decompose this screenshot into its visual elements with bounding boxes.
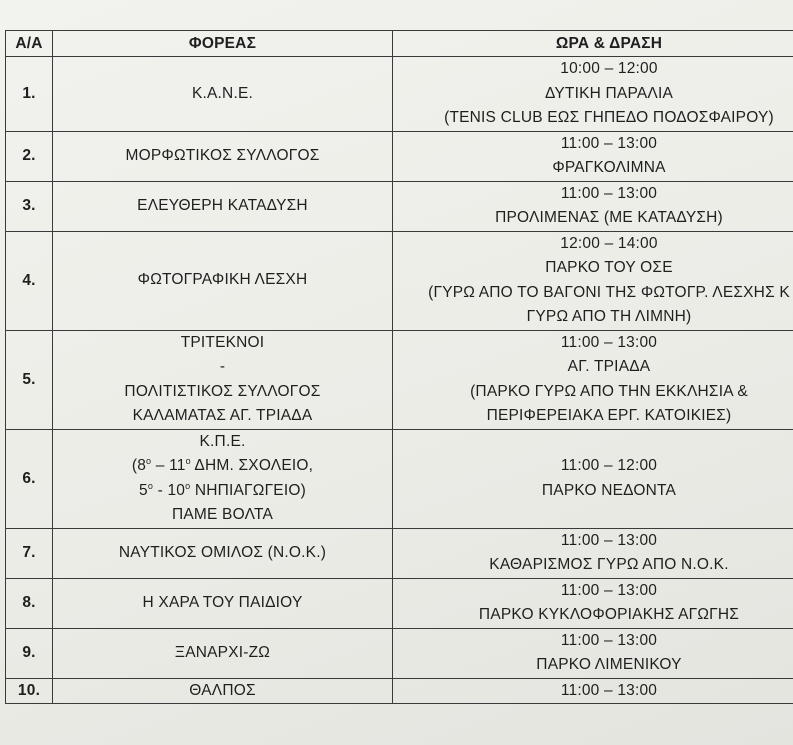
- org-line: ΠΑΜΕ ΒΟΛΤΑ: [171, 506, 274, 523]
- org-cell: [53, 231, 393, 330]
- activity-time: 11:00 – 13:00: [560, 681, 658, 699]
- org-cell: [53, 578, 393, 628]
- header-num: Α/Α: [6, 31, 53, 57]
- activity-line: ΠΑΡΚΟ ΚΥΚΛΟΦΟΡΙΑΚΗΣ ΑΓΩΓΗΣ: [478, 606, 740, 623]
- org-cell: [53, 57, 393, 132]
- activity-line: ΑΓ. ΤΡΙΑΔΑ: [567, 358, 651, 375]
- activity-cell: [393, 678, 793, 704]
- org-line: ($8^o - 11^o$ ΔΗΜ. ΣΧΟΛΕΙΟ,: [131, 455, 314, 474]
- header-org: ΦΟΡΕΑΣ: [53, 31, 393, 57]
- activity-line: ΠΡΟΛΙΜΕΝΑΣ (ΜΕ ΚΑΤΑΔΥΣΗ): [495, 209, 723, 226]
- org-line: Η ΧΑΡΑ ΤΟΥ ΠΑΙΔΙΟΥ: [142, 593, 303, 611]
- row-number: 6.: [6, 429, 53, 528]
- activity-line: (TENIS CLUB ΕΩΣ ΓΗΠΕΔΟ ΠΟΔΟΣΦΑΙΡΟΥ): [444, 109, 774, 126]
- activity-time: 11:00 – 12:00: [560, 457, 658, 474]
- activity-cell: [393, 181, 793, 231]
- org-line: ΕΛΕΥΘΕΡΗ ΚΑΤΑΔΥΣΗ: [137, 196, 308, 214]
- activity-line: ΦΡΑΓΚΟΛΙΜΝΑ: [552, 159, 666, 176]
- org-line: ΤΡΙΤΕΚΝΟΙ: [180, 333, 265, 351]
- activity-line: ΠΑΡΚΟ ΛΙΜΕΝΙΚΟΥ: [536, 656, 682, 673]
- row-number: 1.: [6, 57, 53, 132]
- org-line: ΠΟΛΙΤΙΣΤΙΚΟΣ ΣΥΛΛΟΓΟΣ: [124, 382, 321, 400]
- table-row: [6, 628, 793, 678]
- row-number: 10.: [6, 678, 53, 704]
- header-row: [6, 31, 793, 57]
- activity-cell: [393, 131, 793, 181]
- activity-cell: [393, 330, 793, 429]
- org-line: Κ.Π.Ε.: [199, 432, 246, 450]
- activity-cell: [393, 528, 793, 578]
- activity-line: ΠΕΡΙΦΕΡΕΙΑΚΑ ΕΡΓ. ΚΑΤΟΙΚΙΕΣ): [486, 407, 732, 424]
- row-number: 2.: [6, 131, 53, 181]
- org-cell: [53, 628, 393, 678]
- activity-line: ΚΑΘΑΡΙΣΜΟΣ ΓΥΡΩ ΑΠΟ Ν.Ο.Κ.: [489, 556, 729, 573]
- activity-time: 11:00 – 13:00: [560, 581, 658, 599]
- activity-line: ΓΥΡΩ ΑΠΟ ΤΗ ΛΙΜΝΗ): [526, 308, 692, 325]
- org-cell: [53, 678, 393, 704]
- org-line: ΘΑΛΠΟΣ: [189, 681, 256, 699]
- activity-line: ΠΑΡΚΟ ΤΟΥ ΟΣΕ: [545, 259, 673, 276]
- org-line: ΦΩΤΟΓΡΑΦΙΚΗ ΛΕΣΧΗ: [137, 271, 308, 289]
- activity-line: ΔΥΤΙΚΗ ΠΑΡΑΛΙΑ: [544, 84, 673, 102]
- org-line: ΜΟΡΦΩΤΙΚΟΣ ΣΥΛΛΟΓΟΣ: [125, 146, 320, 164]
- org-cell: [53, 429, 393, 528]
- activity-cell: [393, 429, 793, 528]
- org-cell: [53, 330, 393, 429]
- table-row: [6, 181, 793, 231]
- row-number: 3.: [6, 181, 53, 231]
- schedule-table: [5, 30, 793, 704]
- table-row: [6, 57, 793, 132]
- activity-time: 11:00 – 13:00: [560, 184, 658, 202]
- org-cell: [53, 181, 393, 231]
- table-row: [6, 678, 793, 704]
- activity-cell: [393, 628, 793, 678]
- activity-line: (ΠΑΡΚΟ ΓΥΡΩ ΑΠΟ ΤΗΝ ΕΚΚΛΗΣΙΑ &: [470, 382, 748, 400]
- org-line: -: [219, 358, 226, 375]
- org-cell: [53, 131, 393, 181]
- org-line: Κ.Α.Ν.Ε.: [191, 84, 254, 102]
- activity-line: ΠΑΡΚΟ ΝΕΔΟΝΤΑ: [541, 481, 677, 499]
- table-row: [6, 330, 793, 429]
- org-line: ΚΑΛΑΜΑΤΑΣ ΑΓ. ΤΡΙΑΔΑ: [132, 407, 313, 424]
- activity-time: 11:00 – 13:00: [560, 333, 658, 351]
- table-row: [6, 231, 793, 330]
- activity-time: 12:00 – 14:00: [560, 234, 658, 252]
- org-cell: [53, 528, 393, 578]
- row-number: 7.: [6, 528, 53, 578]
- activity-cell: [393, 231, 793, 330]
- row-number: 5.: [6, 330, 53, 429]
- activity-time: 10:00 – 12:00: [560, 60, 658, 77]
- activity-line: (ΓΥΡΩ ΑΠΟ ΤΟ ΒΑΓΟΝΙ ΤΗΣ ΦΩΤΟΓΡ. ΛΕΣΧΗΣ Κ: [428, 283, 790, 301]
- activity-time: 11:00 – 13:00: [560, 134, 658, 152]
- row-number: 8.: [6, 578, 53, 628]
- table-row: [6, 528, 793, 578]
- header-activity: ΩΡΑ & ΔΡΑΣΗ: [393, 31, 793, 57]
- org-line: $5^o - 10^o$ ΝΗΠΙΑΓΩΓΕΙΟ): [139, 480, 306, 499]
- row-number: 9.: [6, 628, 53, 678]
- org-line: ΝΑΥΤΙΚΟΣ ΟΜΙΛΟΣ (Ν.Ο.Κ.): [118, 543, 327, 561]
- activity-time: 11:00 – 13:00: [560, 631, 658, 649]
- table-row: [6, 131, 793, 181]
- activity-time: 11:00 – 13:00: [560, 531, 658, 549]
- org-line: ΞΑΝΑΡΧΙ-ΖΩ: [174, 643, 271, 661]
- row-number: 4.: [6, 231, 53, 330]
- activity-cell: [393, 57, 793, 132]
- table-row: [6, 578, 793, 628]
- table-row: [6, 429, 793, 528]
- activity-cell: [393, 578, 793, 628]
